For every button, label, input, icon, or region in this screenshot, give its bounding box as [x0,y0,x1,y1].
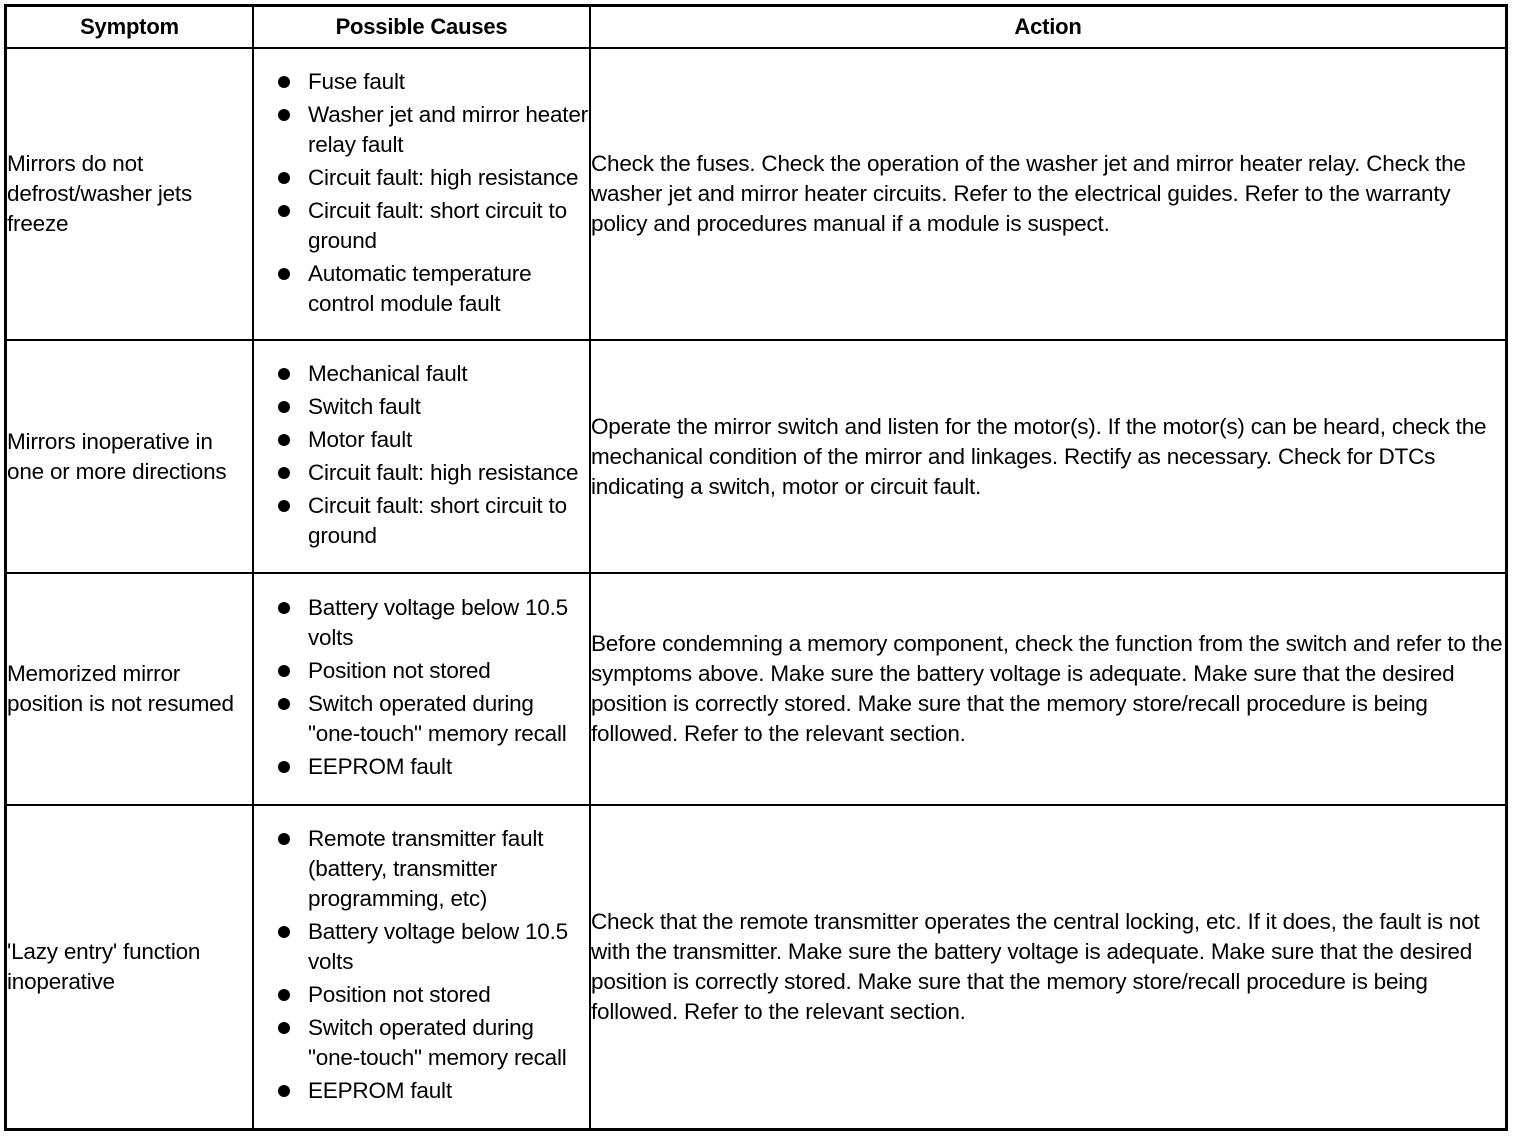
bullet-icon [278,401,290,413]
cause-item [254,656,589,686]
action-cell: Check that the remote transmitter operates the central locking, etc. If it does, the fault is not with the transmitter. Make sure the battery voltage is adequate. Make sure that the desired position is correctly stored. Make sure that the memory store/recall procedure is being followed. Refer to the relevant section. [590,805,1505,1128]
cause-item [254,1013,589,1073]
cause-item [254,824,589,914]
header-symptom: Symptom [7,7,253,48]
action-cell: Operate the mirror switch and listen for the motor(s). If the motor(s) can be heard, check the mechanical condition of the mirror and linkages. Rectify as necessary. Check for DTCs indicating a switch, motor or circuit fault. [590,340,1505,573]
troubleshooting-table [7,7,1505,1128]
symptom-cell: Mirrors inoperative in one or more directions [7,340,253,573]
cause-item [254,593,589,653]
cause-text: EEPROM fault [308,754,452,780]
symptom-cell: 'Lazy entry' function inoperative [7,805,253,1128]
bullet-icon [278,467,290,479]
cause-item [254,163,589,193]
cause-text: Position not stored [308,982,491,1008]
cause-text: Circuit fault: short circuit to ground [308,197,567,253]
bullet-icon [278,368,290,380]
table-row [7,573,1505,804]
cause-text: Switch operated during "one-touch" memory recall [308,1015,567,1071]
causes-cell [253,48,590,340]
cause-item [254,67,589,97]
cause-text: Battery voltage below 10.5 volts [308,595,568,651]
cause-text: Position not stored [308,658,491,684]
cause-item [254,1076,589,1106]
bullet-icon [278,109,290,121]
cause-text: Washer jet and mirror heater relay fault [308,101,588,157]
cause-item [254,458,589,488]
bullet-icon [278,989,290,1001]
cause-list [254,593,589,782]
header-possible-causes: Possible Causes [253,7,590,48]
symptom-cell: Mirrors do not defrost/washer jets freeze [7,48,253,340]
cause-item [254,392,589,422]
bullet-icon [278,205,290,217]
bullet-icon [278,665,290,677]
cause-text: Motor fault [308,427,413,453]
cause-text: Automatic temperature control module fault [308,260,532,316]
cause-text: Battery voltage below 10.5 volts [308,919,568,975]
cause-item [254,425,589,455]
bullet-icon [278,268,290,280]
cause-list [254,359,589,551]
header-action: Action [590,7,1505,48]
symptom-cell: Memorized mirror position is not resumed [7,573,253,804]
causes-cell [253,805,590,1128]
action-cell: Before condemning a memory component, check the function from the switch and refer to the symptoms above. Make sure the battery voltage is adequate. Make sure that the desired position is correctly stored. Make sure that the memory store/recall procedure is being followed. Refer to the relevant section. [590,573,1505,804]
cause-text: EEPROM fault [308,1078,452,1104]
bullet-icon [278,172,290,184]
cause-text: Circuit fault: high resistance [308,460,579,486]
cause-item [254,689,589,749]
cause-item [254,100,589,160]
troubleshooting-table-frame [4,4,1508,1131]
cause-item [254,752,589,782]
cause-text: Mechanical fault [308,361,468,387]
cause-text: Fuse fault [308,68,405,94]
cause-item [254,491,589,551]
bullet-icon [278,926,290,938]
cause-text: Switch operated during "one-touch" memory recall [308,691,567,747]
causes-cell [253,573,590,804]
bullet-icon [278,698,290,710]
table-row [7,48,1505,340]
cause-text: Remote transmitter fault (battery, transmitter programming, etc) [308,826,544,912]
cause-text: Circuit fault: high resistance [308,164,579,190]
bullet-icon [278,833,290,845]
bullet-icon [278,434,290,446]
bullet-icon [278,500,290,512]
cause-text: Switch fault [308,394,421,420]
causes-cell [253,340,590,573]
table-row [7,340,1505,573]
action-cell: Check the fuses. Check the operation of the washer jet and mirror heater relay. Check the washer jet and mirror heater circuits. Refer to the electrical guides. Refer to the warranty policy and procedures manual if a module is suspect. [590,48,1505,340]
bullet-icon [278,76,290,88]
bullet-icon [278,1022,290,1034]
bullet-icon [278,761,290,773]
bullet-icon [278,602,290,614]
cause-item [254,980,589,1010]
table-row [7,805,1505,1128]
table-header-row [7,7,1505,48]
bullet-icon [278,1085,290,1097]
cause-item [254,917,589,977]
cause-list [254,67,589,319]
cause-text: Circuit fault: short circuit to ground [308,493,567,549]
cause-item [254,359,589,389]
cause-item [254,259,589,319]
cause-item [254,196,589,256]
cause-list [254,824,589,1106]
